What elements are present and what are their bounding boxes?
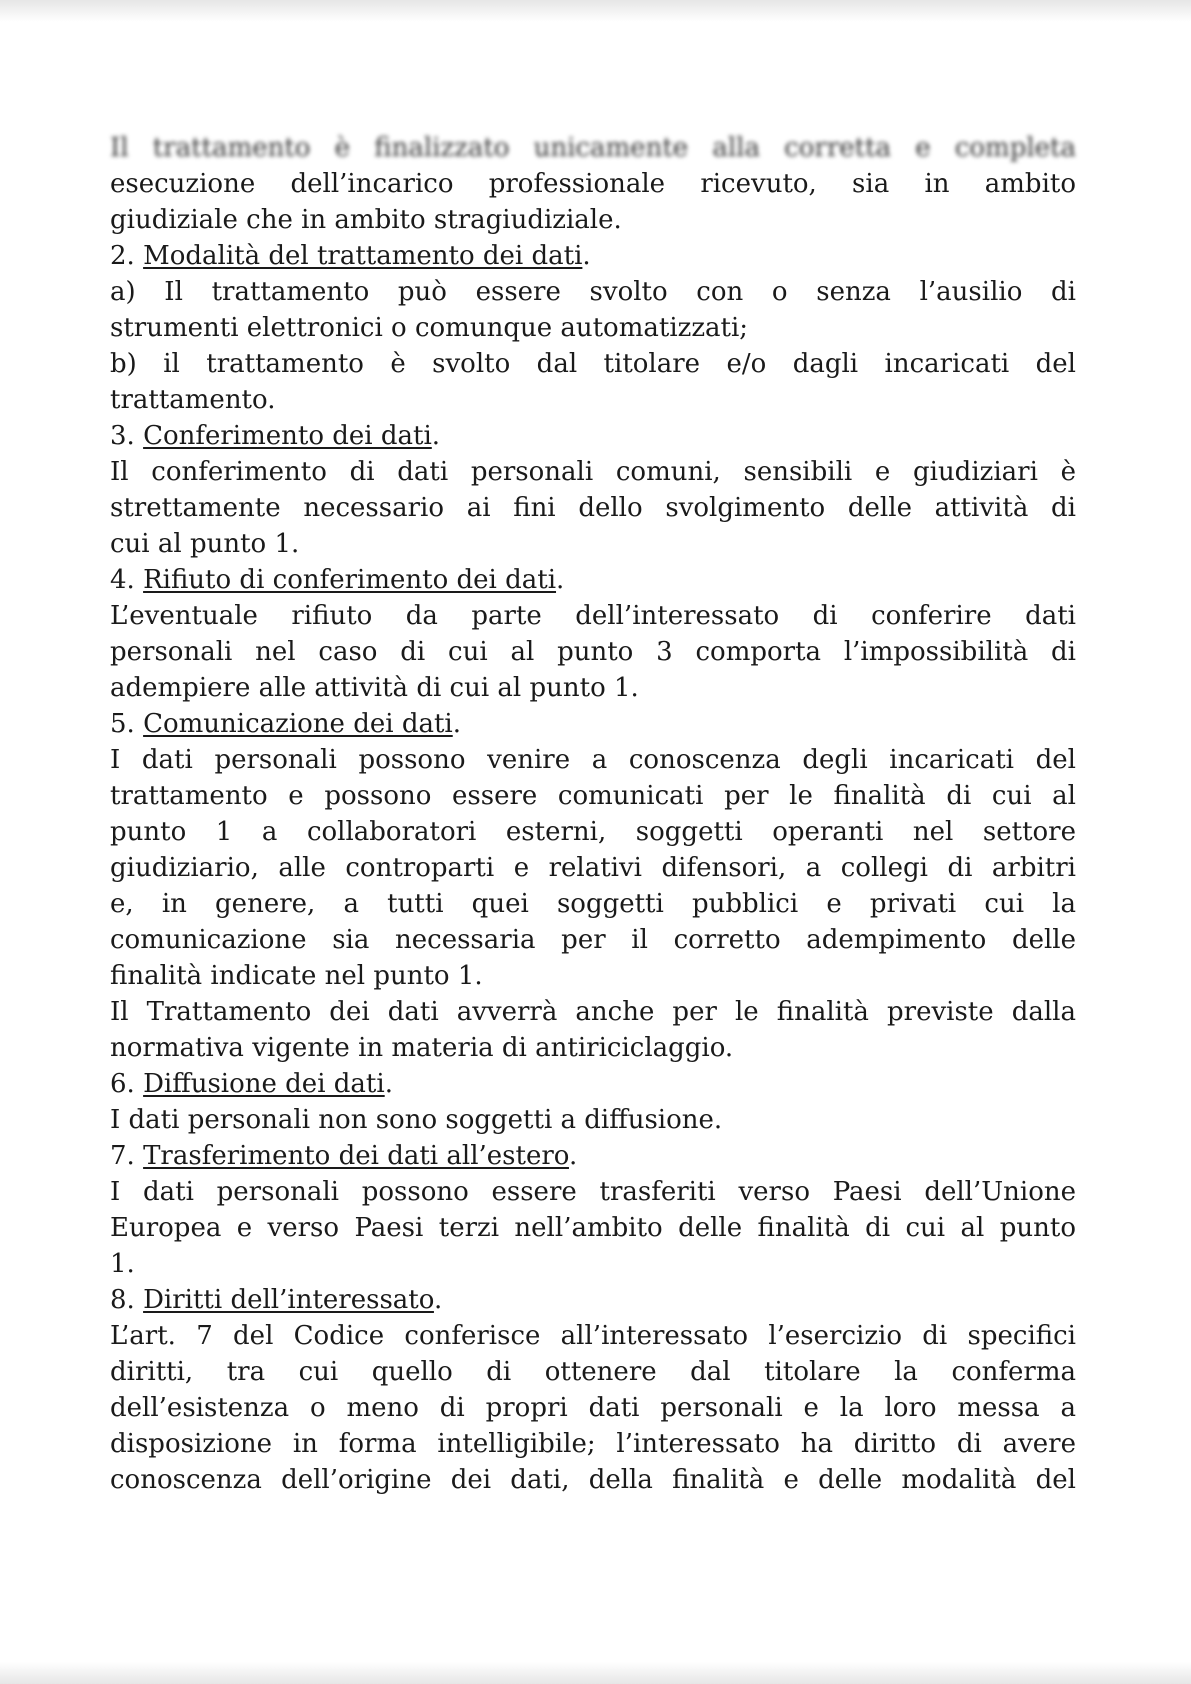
page-bottom-shadow [0, 1662, 1191, 1684]
section-number: 8. [110, 1285, 144, 1315]
text-line-last: giudiziale che in ambito stragiudiziale. [110, 205, 622, 235]
section-heading [110, 418, 1076, 454]
text-line: Europea e verso Paesi terzi nell’ambito delle finalità di cui al punto [110, 1213, 1076, 1243]
bottom-fade [119, 1502, 1072, 1520]
section-heading [110, 706, 1076, 742]
text-line-last: adempiere alle attività di cui al punto 1. [110, 673, 639, 703]
section-title-period: . [384, 1069, 393, 1099]
text-line: giudiziario, alle controparti e relativi difensori, a collegi di arbitri [110, 853, 1076, 883]
section-number: 5. [110, 709, 144, 739]
document-text-viewport[interactable] [110, 133, 1076, 1520]
text-line: trattamento e possono essere comunicati per le finalità di cui al [110, 781, 1076, 811]
section-number: 2. [110, 241, 144, 271]
section-number: 7. [110, 1141, 144, 1171]
section-title: Diffusione dei dati [143, 1069, 385, 1099]
section-title-period: . [556, 565, 565, 595]
section-heading [110, 238, 1076, 274]
text-line: diritti, tra cui quello di ottenere dal titolare la conferma [110, 1357, 1076, 1387]
text-line-last: trattamento. [110, 385, 276, 415]
section-title-period: . [452, 709, 461, 739]
section-number: 4. [110, 565, 144, 595]
text-line-last: cui al punto 1. [110, 529, 300, 559]
section-heading [110, 1066, 1076, 1102]
cropped-text-line: Il trattamento è finalizzato unicamente alla corretta e completa [110, 133, 1076, 163]
section-title-period: . [433, 1285, 443, 1315]
section-number: 6. [110, 1069, 144, 1099]
text-line: punto 1 a collaboratori esterni, soggetti operanti nel settore [110, 817, 1076, 847]
text-line: L’eventuale rifiuto da parte dell’interessato di conferire dati [110, 601, 1076, 631]
text-line-last: finalità indicate nel punto 1. [110, 961, 483, 991]
section-title: Modalità del trattamento dei dati [143, 241, 583, 271]
section-title: Rifiuto di conferimento dei dati [143, 565, 557, 595]
text-line: strettamente necessario ai fini dello svolgimento delle attività di [110, 493, 1076, 523]
section-title: Trasferimento dei dati all’estero [143, 1141, 569, 1171]
section-title-period: . [582, 241, 591, 271]
text-line: comunicazione sia necessaria per il corretto adempimento delle [110, 925, 1076, 955]
section-title: Diritti dell’interessato [143, 1285, 434, 1315]
text-line: L’art. 7 del Codice conferisce all’interessato l’esercizio di specifici [110, 1321, 1076, 1351]
text-line: Il conferimento di dati personali comuni, sensibili e giudiziari è [110, 457, 1076, 487]
page-top-shadow [0, 0, 1191, 22]
section-heading [110, 562, 1076, 598]
text-line: personali nel caso di cui al punto 3 comporta l’impossibilità di [110, 637, 1076, 667]
section-title-period: . [431, 421, 441, 451]
text-line-last: 1. [110, 1249, 135, 1279]
text-line: disposizione in forma intelligibile; l’interessato ha diritto di avere [110, 1429, 1076, 1459]
text-line: dell’esistenza o meno di propri dati personali e la loro messa a [110, 1393, 1076, 1423]
document-body [110, 133, 1076, 1498]
text-line-last: normativa vigente in materia di antiriciclaggio. [110, 1033, 734, 1063]
section-number: 3. [110, 421, 144, 451]
text-line: a) Il trattamento può essere svolto con o senza l’ausilio di [110, 277, 1076, 307]
section-title: Comunicazione dei dati [143, 709, 453, 739]
text-line-last: I dati personali non sono soggetti a diffusione. [110, 1105, 723, 1135]
section-heading [110, 1282, 1076, 1318]
text-line: e, in genere, a tutti quei soggetti pubblici e privati cui la [110, 889, 1076, 919]
text-line: b) il trattamento è svolto dal titolare e/o dagli incaricati del [110, 349, 1076, 379]
text-line: I dati personali possono venire a conoscenza degli incaricati del [110, 745, 1076, 775]
text-line: conoscenza dell’origine dei dati, della finalità e delle modalità del [110, 1465, 1076, 1495]
text-line-last: strumenti elettronici o comunque automatizzati; [110, 313, 749, 343]
section-heading [110, 1138, 1076, 1174]
text-line: Il Trattamento dei dati avverrà anche per le finalità previste dalla [110, 997, 1076, 1027]
text-line: esecuzione dell’incarico professionale ricevuto, sia in ambito [110, 169, 1076, 199]
text-line: I dati personali possono essere trasferiti verso Paesi dell’Unione [110, 1177, 1076, 1207]
section-title-period: . [568, 1141, 578, 1171]
section-title: Conferimento dei dati [143, 421, 432, 451]
